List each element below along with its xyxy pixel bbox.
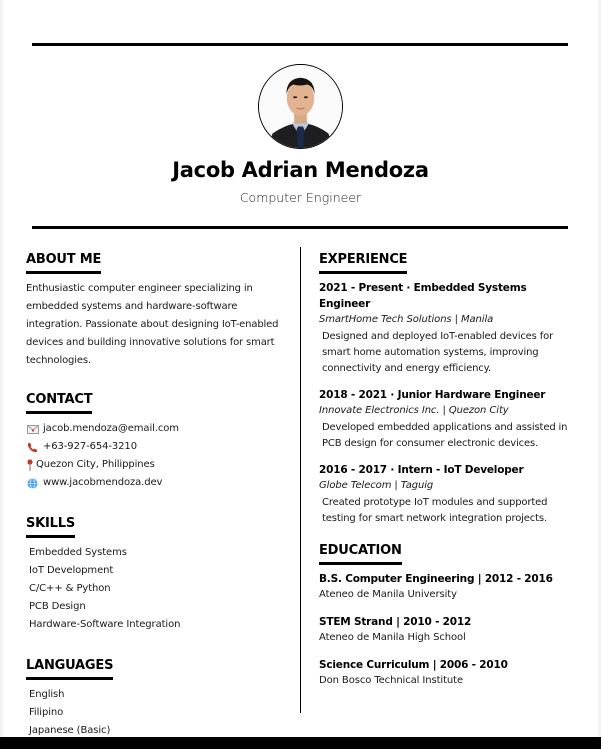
envelope-icon xyxy=(26,423,39,435)
job-company: Globe Telecom | Taguig xyxy=(319,480,434,491)
job-description: Developed embedded applications and assisted in PCB design for consumer electronic devices. xyxy=(322,422,568,449)
contact-section xyxy=(26,388,288,492)
resume-page xyxy=(3,0,598,737)
contact-email[interactable] xyxy=(26,420,288,438)
education-heading: EDUCATION xyxy=(319,543,402,565)
job-description: Designed and deployed IoT-enabled devices for smart home automation systems, improving connectivity and energy efficiency. xyxy=(322,331,554,374)
contact-location xyxy=(26,456,288,474)
skills-heading: SKILLS xyxy=(26,516,75,538)
contact-location-text: Quezon City, Philippines xyxy=(36,459,155,470)
education-section xyxy=(319,539,581,688)
job-title: 2016 - 2017 · Intern - IoT Developer xyxy=(319,464,524,476)
about-heading: ABOUT ME xyxy=(26,252,101,274)
footer-bar xyxy=(0,737,601,749)
job-entry xyxy=(319,462,581,527)
pushpin-icon xyxy=(26,459,34,471)
job-title: 2018 - 2021 · Junior Hardware Engineer xyxy=(319,389,546,401)
language-item: Filipino xyxy=(29,707,64,718)
job-entry xyxy=(319,387,581,452)
candidate-name: Jacob Adrian Mendoza xyxy=(172,158,429,182)
about-section xyxy=(26,248,288,370)
job-entry xyxy=(319,280,581,377)
languages-section xyxy=(26,654,288,740)
education-title: B.S. Computer Engineering | 2012 - 2016 xyxy=(319,573,553,585)
education-entry xyxy=(319,614,581,645)
job-company: SmartHome Tech Solutions | Manila xyxy=(319,314,494,325)
contact-phone-text: +63-927-654-3210 xyxy=(43,441,137,452)
experience-section xyxy=(319,248,581,527)
contact-website-text: www.jacobmendoza.dev xyxy=(43,477,163,488)
education-entry xyxy=(319,571,581,602)
education-school: Ateneo de Manila High School xyxy=(319,632,466,643)
left-column xyxy=(26,248,288,749)
job-description: Created prototype IoT modules and supported testing for smart network integration projects. xyxy=(322,497,548,524)
education-title: STEM Strand | 2010 - 2012 xyxy=(319,616,472,628)
profile-photo xyxy=(258,64,343,149)
language-item: English xyxy=(29,689,65,700)
job-title: 2021 - Present · Embedded Systems Engineer xyxy=(319,282,527,310)
contact-phone[interactable] xyxy=(26,438,288,456)
globe-icon xyxy=(26,477,39,489)
education-title: Science Curriculum | 2006 - 2010 xyxy=(319,659,508,671)
experience-heading: EXPERIENCE xyxy=(319,252,407,274)
skill-item: Hardware-Software Integration xyxy=(29,619,181,630)
column-divider xyxy=(300,247,301,713)
profile-photo-image xyxy=(259,65,342,148)
header-divider xyxy=(32,226,568,229)
about-text: Enthusiastic computer engineer specializing in embedded systems and hardware-software integration. Passionate about designing IoT-enabled devices and building innovative solutions for smart technologies. xyxy=(26,283,279,366)
job-company: Innovate Electronics Inc. | Quezon City xyxy=(319,405,509,416)
right-column xyxy=(319,248,581,708)
skill-item: C/C++ & Python xyxy=(29,583,111,594)
skill-item: Embedded Systems xyxy=(29,547,127,558)
language-item: Japanese (Basic) xyxy=(29,725,111,736)
education-school: Ateneo de Manila University xyxy=(319,589,457,600)
languages-heading: LANGUAGES xyxy=(26,658,113,680)
phone-icon xyxy=(26,441,39,453)
skills-section xyxy=(26,512,288,634)
contact-website[interactable] xyxy=(26,474,288,492)
skill-item: IoT Development xyxy=(29,565,114,576)
contact-heading: CONTACT xyxy=(26,392,92,414)
contact-email-text: jacob.mendoza@email.com xyxy=(43,423,179,434)
candidate-title: Computer Engineer xyxy=(239,190,362,205)
top-divider xyxy=(32,43,568,46)
skill-item: PCB Design xyxy=(29,601,86,612)
education-school: Don Bosco Technical Institute xyxy=(319,675,464,686)
education-entry xyxy=(319,657,581,688)
